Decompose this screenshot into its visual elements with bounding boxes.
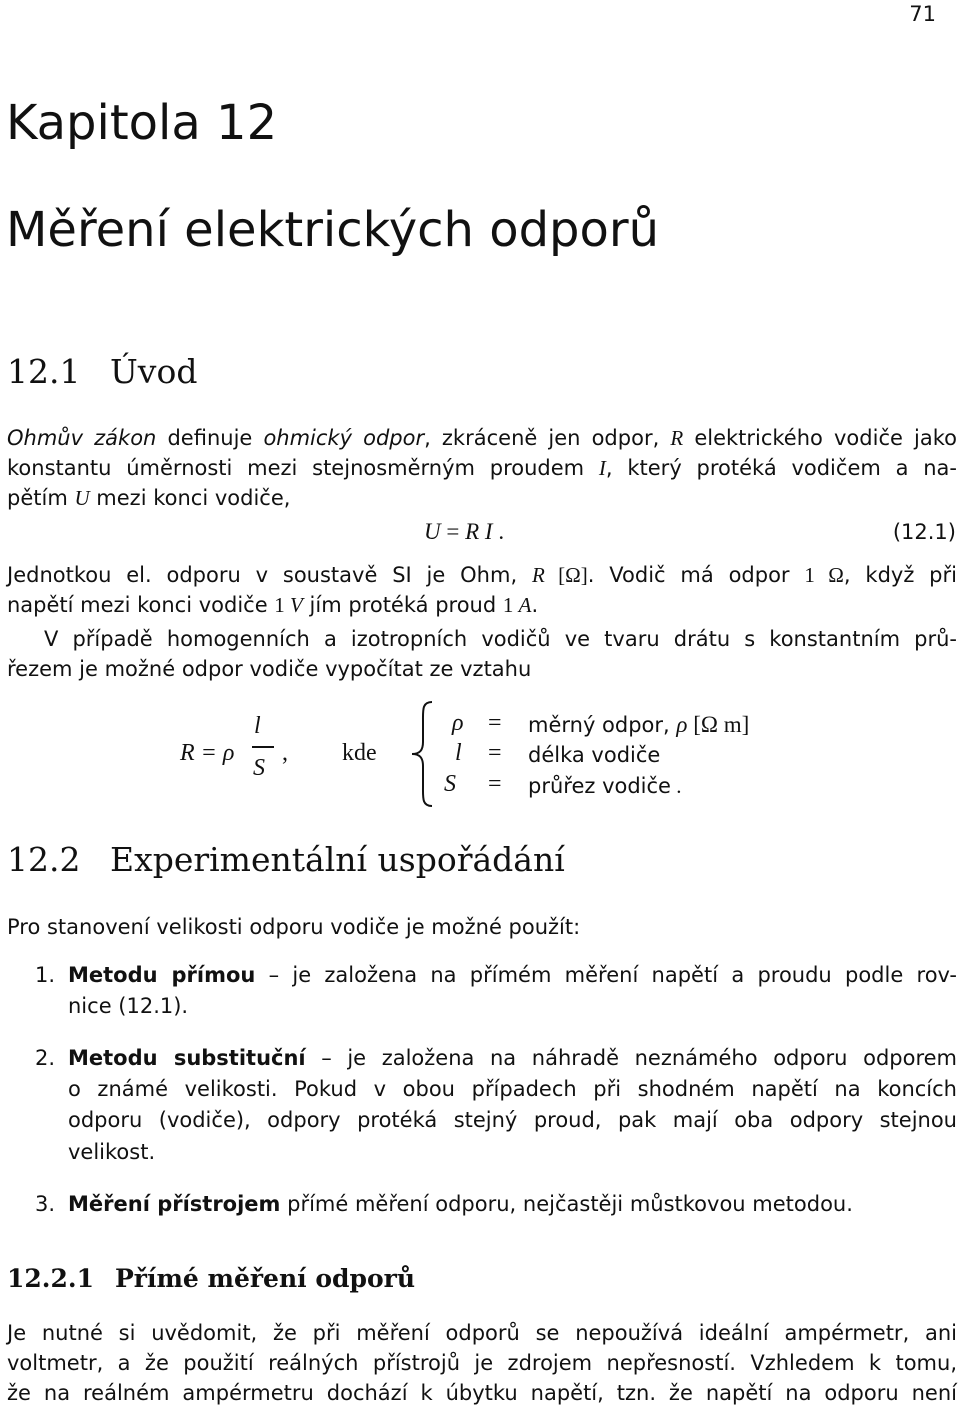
math-symbol: R bbox=[670, 426, 684, 450]
math-symbol: R I bbox=[465, 519, 493, 544]
list-item-line: velikost. bbox=[68, 1140, 156, 1164]
def-equals: = bbox=[488, 771, 502, 797]
left-brace-icon bbox=[408, 700, 438, 808]
math-symbol: U bbox=[424, 519, 441, 544]
paragraph-line: řezem je možné odpor vodiče vypočítat ze vztahu bbox=[7, 657, 532, 681]
list-number: 3. bbox=[35, 1192, 56, 1216]
section-title: Experimentální uspořádání bbox=[110, 840, 565, 879]
text: průřez vodiče bbox=[528, 774, 671, 798]
chapter-title: Měření elektrických odporů bbox=[6, 202, 660, 258]
chapter-label: Kapitola 12 bbox=[6, 95, 278, 151]
list-item-title: Měření přístrojem bbox=[68, 1192, 281, 1216]
formula-comma: , bbox=[282, 740, 288, 766]
kde-label: kde bbox=[342, 740, 377, 766]
list-number: 1. bbox=[35, 963, 56, 987]
text: , když při bbox=[843, 563, 957, 587]
def-symbol: S bbox=[444, 771, 456, 797]
def-description: délka vodiče bbox=[528, 743, 661, 767]
section-number: 12.1 bbox=[7, 352, 81, 391]
paragraph-line: V případě homogenních a izotropních vodičů ve tvaru drátu s konstantním prů- bbox=[44, 627, 957, 651]
text: . Vodič má odpor bbox=[587, 563, 805, 587]
list-number: 2. bbox=[35, 1046, 56, 1070]
list-item-line: nice (12.1). bbox=[68, 994, 189, 1018]
subsection-title: Přímé měření odporů bbox=[115, 1264, 415, 1293]
math-value: 1 bbox=[274, 593, 291, 617]
list-item-title: Metodu substituční bbox=[68, 1046, 306, 1070]
text: přímé měření odporu, nejčastěji můstkovou metodou. bbox=[280, 1192, 853, 1216]
math-symbol: A bbox=[518, 593, 532, 617]
paragraph-line bbox=[7, 590, 957, 620]
text: napětí mezi konci vodiče bbox=[7, 593, 275, 617]
math-unit: [Ω m] bbox=[687, 712, 750, 737]
list-item-line bbox=[68, 1043, 957, 1073]
formula-lhs bbox=[180, 740, 234, 767]
term-ohmic-resistance: ohmický odpor bbox=[263, 426, 425, 450]
text: . bbox=[531, 593, 539, 617]
math-operator: . bbox=[670, 774, 682, 798]
text: měrný odpor, bbox=[528, 713, 677, 737]
section-number: 12.2 bbox=[7, 840, 81, 879]
math-symbol: U bbox=[74, 486, 90, 510]
list-item-line: odporu (vodiče), odpory protéká stejný proud, pak mají oba odpory stejnou bbox=[68, 1108, 957, 1132]
term-ohms-law: Ohmův zákon bbox=[7, 426, 157, 450]
math-symbol: ρ bbox=[676, 712, 688, 737]
paragraph-line: Pro stanovení velikosti odporu vodiče je možné použít: bbox=[7, 915, 581, 939]
def-symbol: l bbox=[455, 740, 462, 766]
text: , zkráceně jen odpor, bbox=[424, 426, 671, 450]
paragraph-line: že na reálném ampérmetru dochází k úbytku napětí, tzn. že napětí na odporu není bbox=[7, 1381, 957, 1405]
math-value: 1 Ω bbox=[804, 563, 844, 587]
equation-12-1 bbox=[424, 517, 504, 547]
list-item-line bbox=[68, 960, 957, 990]
fraction-numerator: l bbox=[254, 713, 261, 739]
math-unit: [Ω] bbox=[544, 563, 588, 587]
math-symbol: V bbox=[290, 593, 303, 617]
math-symbol: I bbox=[598, 456, 606, 480]
paragraph-line: voltmetr, a že použití reálných přístrojů je zdrojem nepřesností. Vzhledem k tomu, bbox=[7, 1351, 957, 1375]
math-operator: . bbox=[492, 519, 505, 544]
paragraph-line: Je nutné si uvědomit, že při měření odporů se nepoužívá ideální ampérmetr, ani bbox=[7, 1321, 957, 1345]
paragraph-line bbox=[7, 483, 957, 513]
text: mezi konci vodiče, bbox=[89, 486, 291, 510]
fraction-bar bbox=[252, 746, 274, 748]
text: Jednotkou el. odporu v soustavě SI je Ohm, bbox=[7, 563, 532, 587]
page-number: 71 bbox=[909, 2, 936, 26]
list-item-title: Metodu přímou bbox=[68, 963, 256, 987]
subsection-number: 12.2.1 bbox=[7, 1264, 94, 1293]
text: definuje bbox=[156, 426, 264, 450]
text: konstantu úměrnosti mezi stejnosměrným proudem bbox=[7, 456, 599, 480]
equation-number: (12.1) bbox=[892, 520, 956, 544]
math-expression: R = ρ bbox=[180, 740, 235, 766]
text: – je založena na náhradě neznámého odporu odporem bbox=[305, 1046, 957, 1070]
def-equals: = bbox=[488, 710, 502, 736]
section-title: Úvod bbox=[110, 352, 198, 391]
list-item-line: o známé velikosti. Pokud v obou případech při shodném napětí na koncích bbox=[68, 1077, 957, 1101]
fraction-denominator: S bbox=[253, 755, 265, 781]
paragraph-line bbox=[7, 423, 957, 453]
math-symbol: R bbox=[531, 563, 545, 587]
text: pětím bbox=[7, 486, 75, 510]
math-value: 1 bbox=[502, 593, 519, 617]
paragraph-line bbox=[7, 560, 957, 590]
text: , který protéká vodičem a na- bbox=[605, 456, 957, 480]
paragraph-line bbox=[7, 453, 957, 483]
def-symbol: ρ bbox=[452, 710, 464, 736]
def-description bbox=[528, 710, 749, 740]
list-item-line bbox=[68, 1189, 957, 1219]
text: elektrického vodiče jako bbox=[683, 426, 957, 450]
text: jím protéká proud bbox=[302, 593, 503, 617]
math-operator: = bbox=[440, 519, 466, 544]
text: – je založena na přímém měření napětí a proudu podle rov- bbox=[255, 963, 957, 987]
def-equals: = bbox=[488, 740, 502, 766]
def-description bbox=[528, 771, 681, 801]
